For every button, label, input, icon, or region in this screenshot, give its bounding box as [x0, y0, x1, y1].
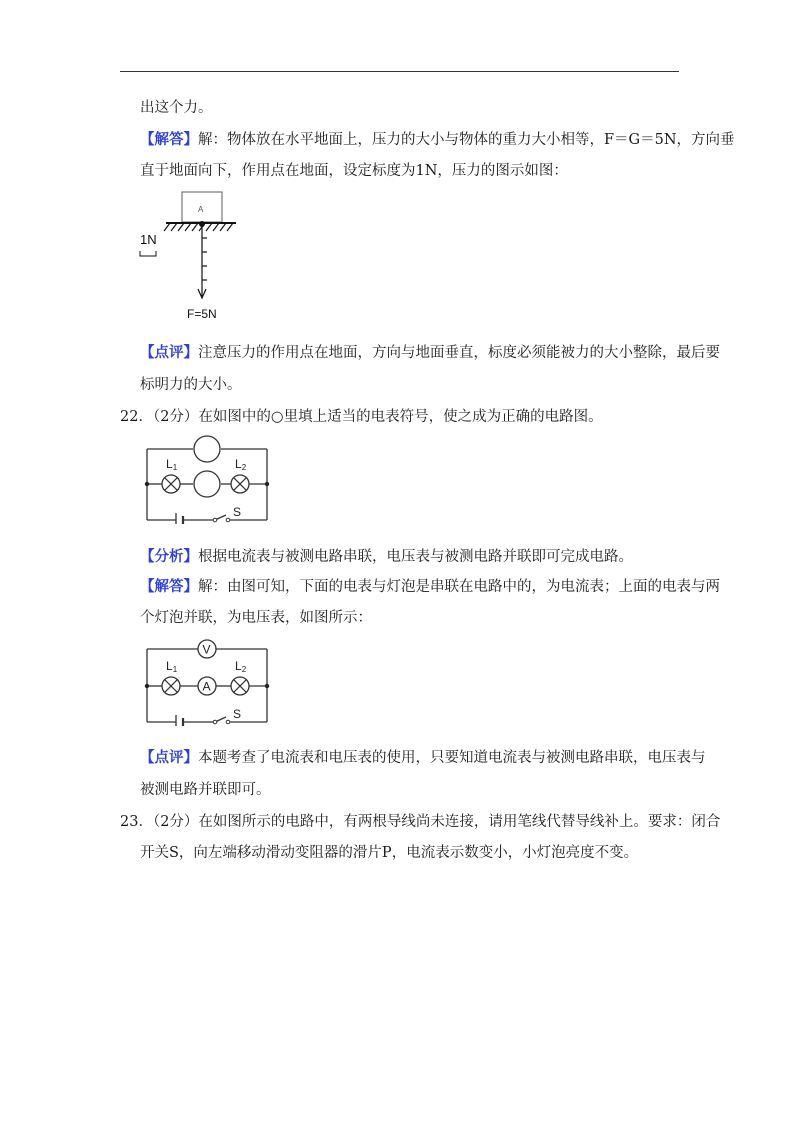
lamp2-label: L2	[235, 457, 247, 472]
ground-hatch	[164, 223, 233, 231]
battery	[176, 513, 183, 524]
voltmeter	[198, 640, 216, 658]
answer-text: 解：由图可知，下面的电表与灯泡是串联在电路中的，为电流表；上面的电表与两	[198, 579, 720, 595]
lamp-l1	[162, 475, 180, 493]
q21-answer	[140, 130, 735, 150]
q22-stem: 22．（2分）在如图中的○里填上适当的电表符号，使之成为正确的电路图。	[120, 409, 603, 425]
scale-label: 1N	[140, 232, 157, 247]
lamp1-label: L1	[166, 659, 178, 674]
circuit-diagram-question	[140, 432, 275, 524]
header-rule	[120, 71, 679, 72]
q21-comment	[140, 343, 720, 363]
meter-circle-bottom	[194, 471, 220, 497]
q22-analysis	[140, 547, 633, 567]
lamp-l1	[162, 677, 180, 695]
comment-text: 本题考查了电流表和电压表的使用，只要知道电流表与被测电路串联，电压表与	[198, 750, 706, 766]
text-line: 直于地面向下，作用点在地面，设定标度为1N，压力的图示如图：	[140, 163, 568, 179]
q22-comment	[140, 748, 706, 768]
comment-text: 注意压力的作用点在地面，方向与地面垂直，标度必须能被力的大小整除，最后要	[198, 345, 720, 361]
lamp-l2	[231, 475, 249, 493]
lamp1-label: L1	[166, 457, 178, 472]
text-line: 出这个力。	[140, 100, 213, 116]
scale-ticks	[202, 238, 207, 280]
answer-tag: 【解答】	[140, 131, 198, 148]
switch-label: S	[233, 505, 242, 519]
q23-stem: 23．（2分）在如图所示的电路中，有两根导线尚未连接，请用笔线代替导线补上。要求：闭合	[120, 814, 721, 830]
circuit-diagram-answer	[140, 634, 275, 726]
q22-answer	[140, 577, 720, 597]
meter-circle-top	[194, 436, 220, 462]
battery	[176, 715, 183, 726]
voltmeter-symbol: V	[202, 642, 211, 657]
block-mark: A	[198, 205, 204, 214]
ammeter-symbol: A	[202, 679, 211, 694]
lamp-l2	[231, 677, 249, 695]
comment-tag: 【点评】	[140, 344, 198, 361]
answer-tag: 【解答】	[140, 578, 198, 595]
text-line: 开关S，向左端移动滑动变阻器的滑片P，电流表示数变小，小灯泡亮度不变。	[140, 845, 639, 861]
text-line: 被测电路并联即可。	[140, 782, 271, 798]
force-label: F=5N	[187, 307, 217, 321]
text-line: 个灯泡并联，为电压表，如图所示：	[140, 610, 372, 626]
switch-label: S	[233, 707, 242, 721]
analysis-text: 根据电流表与被测电路串联，电压表与被测电路并联即可完成电路。	[198, 549, 633, 565]
scale-bar	[140, 251, 156, 256]
answer-text: 解：物体放在水平地面上，压力的大小与物体的重力大小相等，F＝G＝5N，方向垂	[198, 132, 735, 148]
lamp2-label: L2	[235, 659, 247, 674]
ammeter	[198, 677, 216, 695]
force-diagram	[130, 188, 250, 328]
comment-tag: 【点评】	[140, 749, 198, 766]
analysis-tag: 【分析】	[140, 548, 198, 565]
text-line: 标明力的大小。	[140, 377, 242, 393]
